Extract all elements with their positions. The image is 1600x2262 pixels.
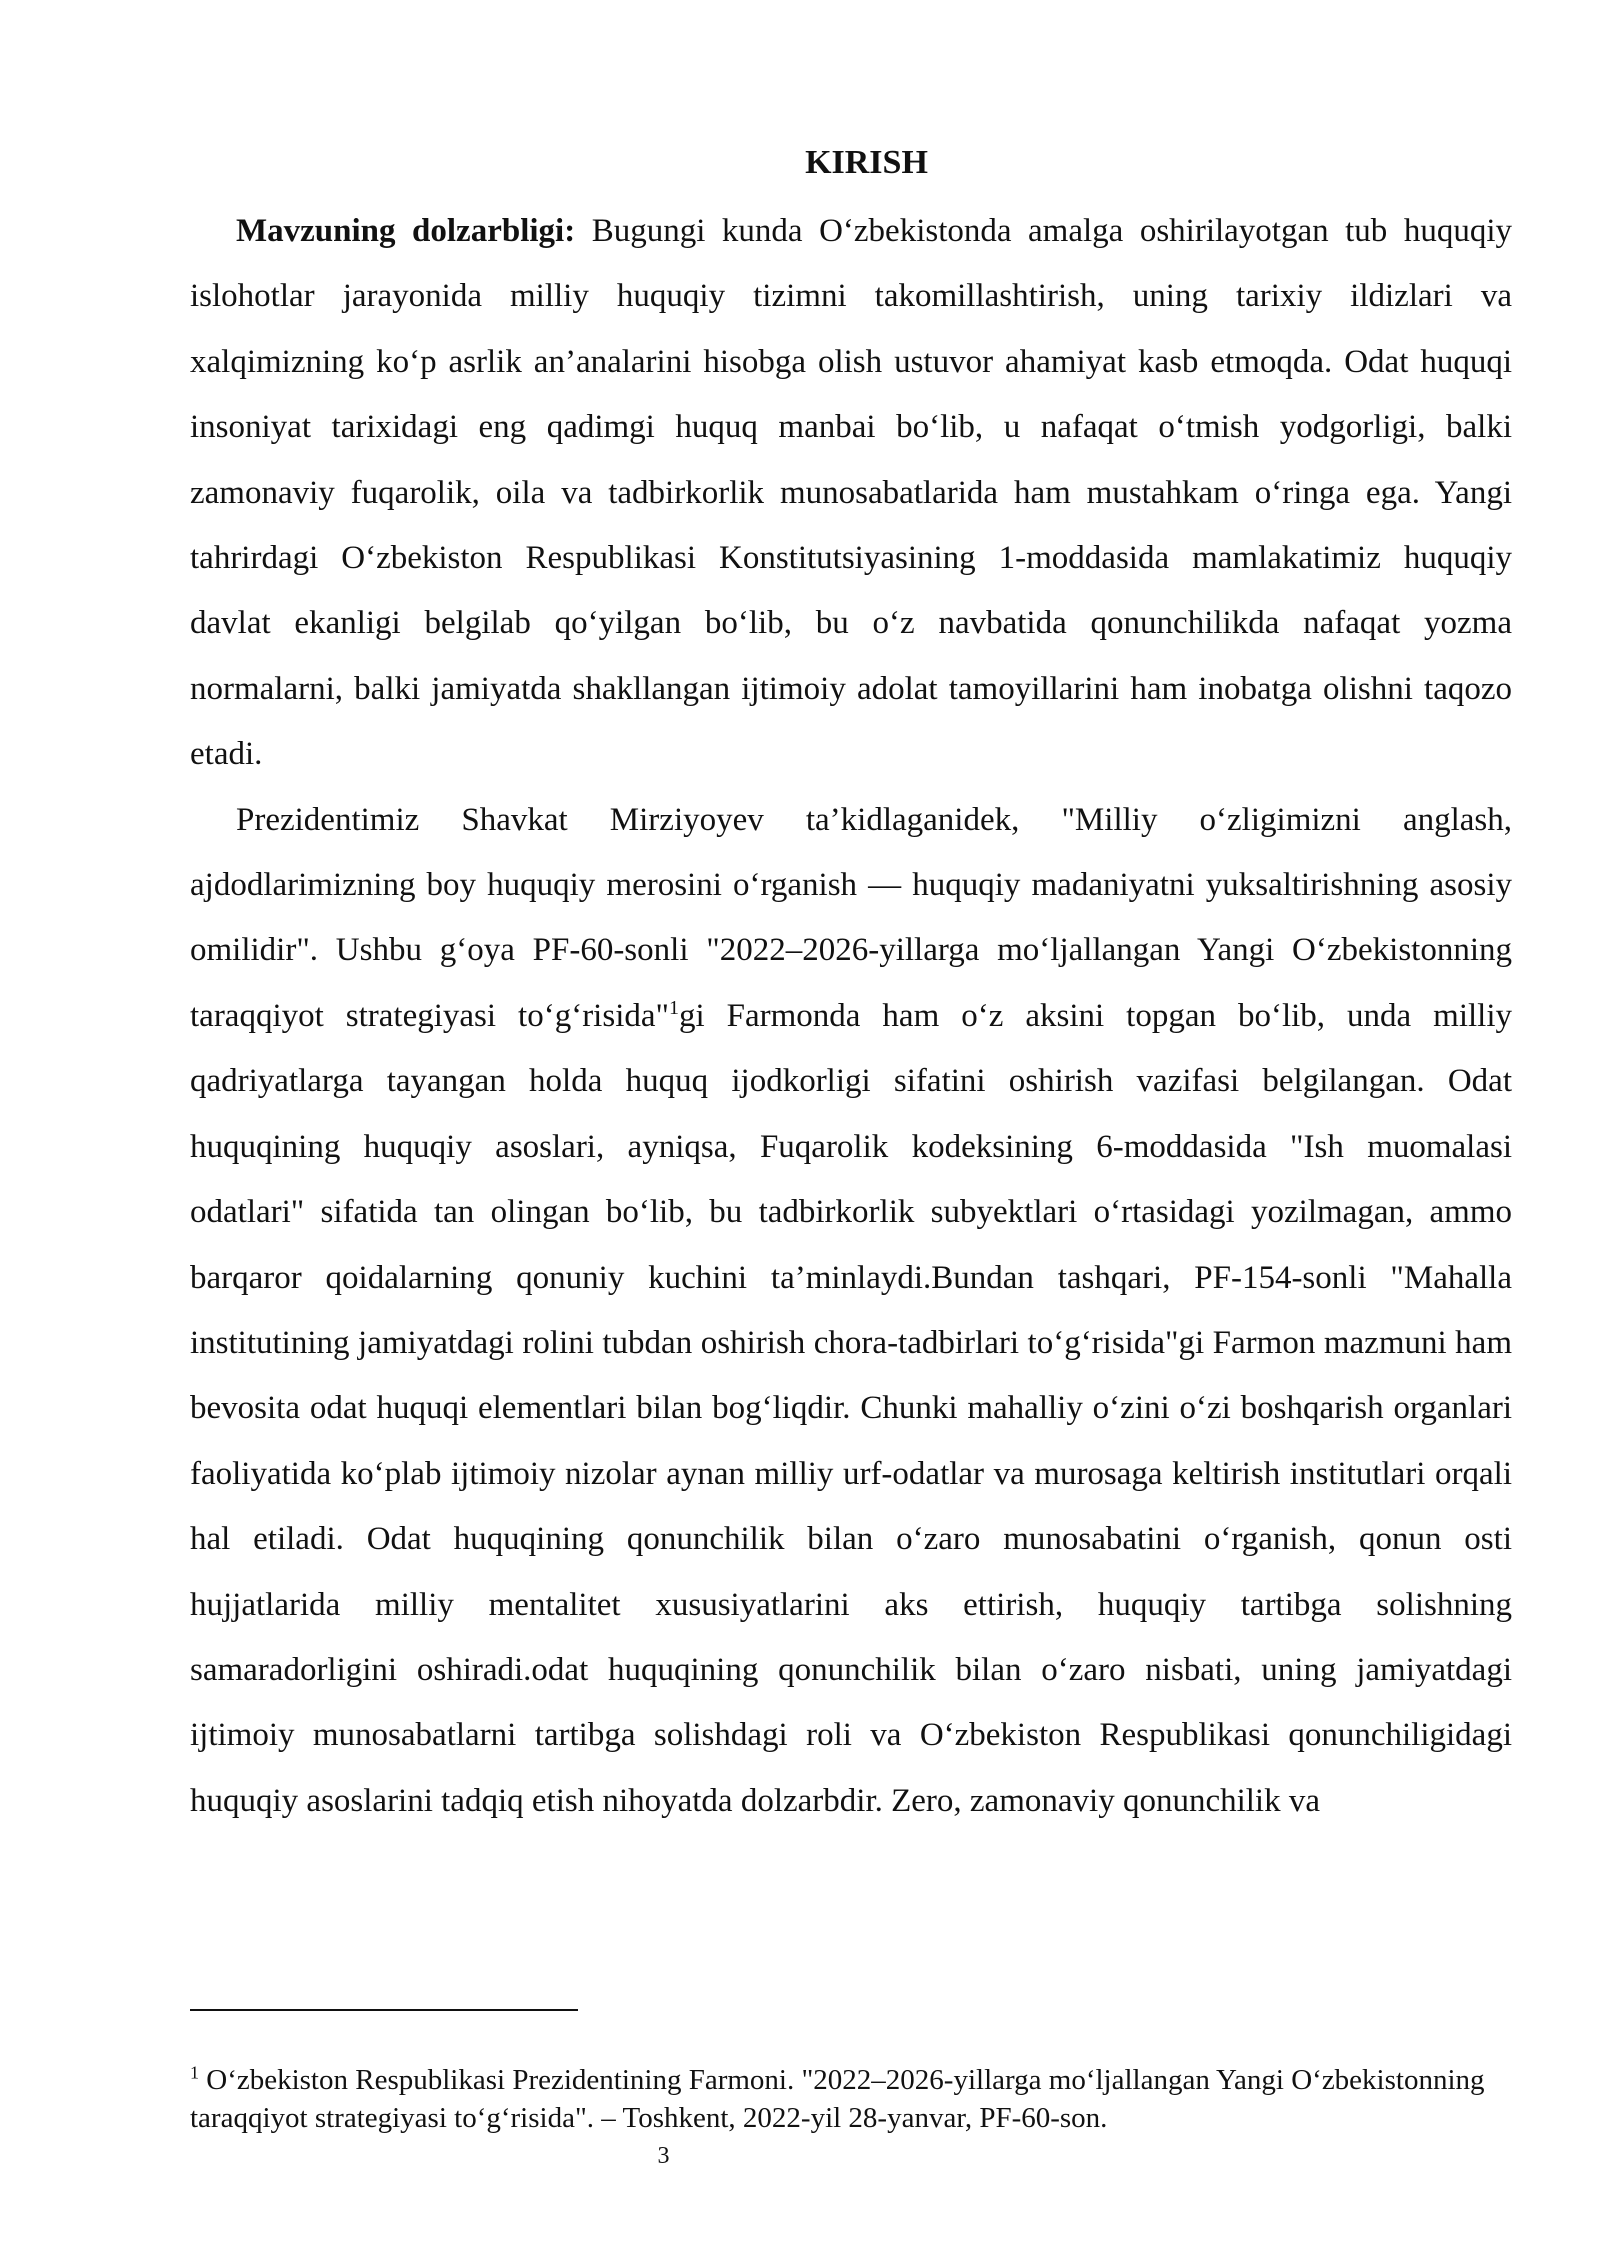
footnote-text: O‘zbekiston Respublikasi Prezidentining Farmoni. "2022–2026-yillarga mo‘ljallangan Yangi O‘zbekistonning taraqqiyot strategiyasi to‘g‘risida". – Toshkent, 2022-yil 28-yanvar, PF-60-son. — [190, 2064, 1485, 2134]
paragraph-lead: Mavzuning dolzarbligi: — [236, 213, 576, 249]
paragraph-1-text: Bugungi kunda O‘zbekistonda amalga oshirilayotgan tub huquqiy islohotlar jarayonida milliy huquqiy tizimni takomillashtirish, uning tarixiy ildizlari va xalqimizning ko‘p asrlik an’analarini hisobga olish ustuvor ahamiyat kasb etmoqda. Odat huquqi insoniyat tarixidagi eng qadimgi huquq manbai bo‘lib, u nafaqat o‘tmish yodgorligi, balki zamonaviy fuqarolik, oila va tadbirkorlik munosabatlarida ham mustahkam o‘ringa ega. Yangi tahrirdagi O‘zbekiston Respublikasi Konstitutsiyasining 1-moddasida mamlakatimiz huquqiy davlat ekanligi belgilab qo‘yilgan bo‘lib, bu o‘z navbatida qonunchilikda nafaqat yozma normalarni, balki jamiyatda shakllangan ijtimoiy adolat tamoyillarini ham inobatga olishni taqozo etadi. — [190, 213, 1512, 773]
page-number: 3 — [657, 2143, 670, 2169]
paragraph-2 — [190, 788, 1512, 1835]
section-heading: KIRISH — [805, 144, 928, 181]
paragraph-2-text-start: Prezidentimiz Shavkat Mirziyoyev ta’kidlaganidek, "Milliy o‘zligimizni anglash, ajdodlarimizning boy huquqiy merosini o‘rganish — huquqiy madaniyatni yuksaltirishning asosiy omilidir". Ushbu g‘oya PF-60-sonli "2022–2026-yillarga mo‘ljallangan Yangi O‘zbekistonning taraqqiyot strategiyasi to‘g‘risida" — [190, 801, 1512, 1034]
paragraph-2-text-end: gi Farmonda ham o‘z aksini topgan bo‘lib, unda milliy qadriyatlarga tayangan holda huquq ijodkorligi sifatini oshirish vazifasi belgilangan. Odat huquqining huquqiy asoslari, ayniqsa, Fuqarolik kodeksining 6-moddasida "Ish muomalasi odatlari" sifatida tan olingan bo‘lib, bu tadbirkorlik subyektlari o‘rtasidagi yozilmagan, ammo barqaror qoidalarning qonuniy kuchini ta’minlaydi.Bundan tashqari, PF-154-sonli "Mahalla institutining jamiyatdagi rolini tubdan oshirish chora-tadbirlari to‘g‘risida"gi Farmon mazmuni ham bevosita odat huquqi elementlari bilan bog‘liqdir. Chunki mahalliy o‘zini o‘zi boshqarish organlari faoliyatida ko‘plab ijtimoiy nizolar aynan milliy urf-odatlar va murosaga keltirish institutlari orqali hal etiladi. Odat huquqining qonunchilik bilan o‘zaro munosabatini o‘rganish, qonun osti hujjatlarida milliy mentalitet xususiyatlarini aks ettirish, huquqiy tartibga solishning samaradorligini oshiradi.odat huquqining qonunchilik bilan o‘zaro nisbati, uning jamiyatdagi ijtimoiy munosabatlarni tartibga solishdagi roli va O‘zbekiston Respublikasi qonunchiligidagi huquqiy asoslarini tadqiq etish nihoyatda dolzarbdir. Zero, zamonaviy qonunchilik va — [190, 997, 1512, 1819]
footnote-number: 1 — [190, 2062, 199, 2083]
paragraph-1 — [190, 199, 1512, 788]
footnote — [190, 2061, 1512, 2137]
footnote-reference[interactable]: 1 — [668, 996, 679, 1019]
body-text — [190, 199, 1512, 1834]
footnote-separator — [190, 2009, 578, 2011]
